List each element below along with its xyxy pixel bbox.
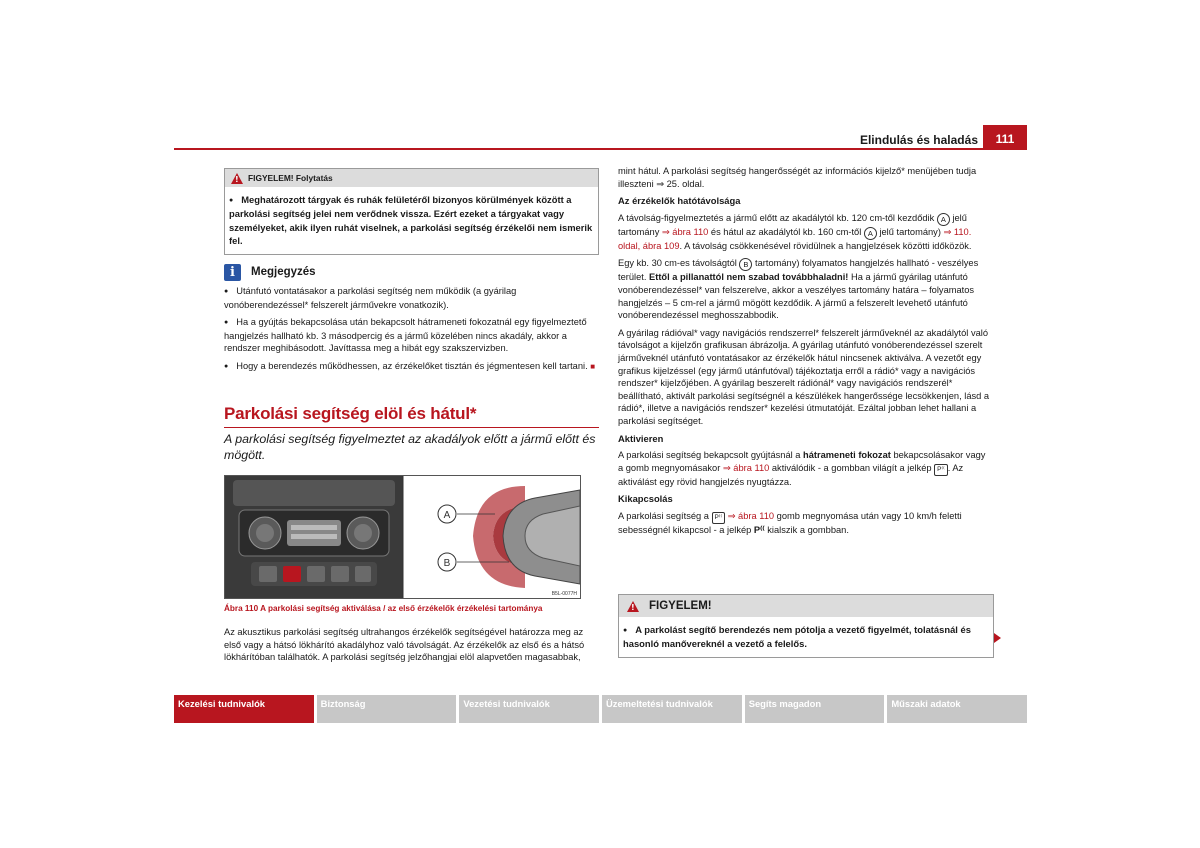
activate-paragraph: A parkolási segítség bekapcsolt gyújtásnál a hátrameneti fokozat bekapcsolásakor vagy a gomb megnyomásakor ⇒ ábra 110 aktiválódik - a gombban világít a jelkép P⁽⁽ . Az aktiválást egy rövid hangjelzés nyugtázza. (618, 450, 986, 487)
console-button (355, 566, 371, 582)
callout-label-b: B (443, 558, 451, 569)
warning-body (619, 617, 993, 657)
deactivate-paragraph: A parkolási segítség a P⁽⁽ ⇒ ábra 110 gomb megnyomása után vagy 10 km/h feletti sebességnél kikapcsol - a jelkép P⁽⁽ kialszik a gombban. (618, 510, 962, 535)
tab-biztonsag[interactable]: Biztonság (317, 695, 457, 723)
note-item: ● Hogy a berendezés működhessen, az érzékelőket tisztán és jégmentesen kell tartani. ■ (224, 360, 599, 374)
bullet-icon (229, 194, 241, 205)
warning-continued-body (225, 187, 598, 254)
figure-caption: Ábra 110 A parkolási segítség aktiválása / az első érzékelők érzékelési tartománya (224, 604, 543, 613)
range-paragraph-1: A távolság-figyelmeztetés a jármű előtt az akadálytól kb. 120 cm-től kezdődik A jelű tartomány ⇒ ábra 110 és hátul az akadálytól kb. 160 cm-től A jelű tartomány) ⇒ 110. oldal, ábra 109. A távolság csökkenésével rövidülnek a hangjelzések közötti időközök. (618, 212, 972, 251)
park-key-icon: P⁽⁽ (712, 512, 726, 524)
note-item: ● Utánfutó vontatásakor a parkolási segítség nem működik (a gyárilag vonóberendezéssel* felszerelt járművekre vonatkozik). (224, 285, 599, 311)
figure-parking-aid (224, 475, 581, 599)
range-paragraph-2: Egy kb. 30 cm-es távolságtól B tartomány) folyamatos hangjelzés hallható - veszélyes terület. Ettől a pillanattól nem szabad továbbhaladni! Ha a jármű gyárilag utánfutó vonóberendezéssel* van felszerelve, akkor a veszélyes tartomány határa – folyamatos hangjelzés – 5 cm-rel a jármű mögött kezdődik. A jármű a felszerelt levehető utánfutó vonóberendezéssel meghosszabbodik. (618, 258, 979, 321)
display-line (291, 525, 337, 530)
console-button (331, 566, 349, 582)
section-subtitle: A parkolási segítség figyelmeztet az akadályok előtt a jármű előtt és mögött. (224, 432, 596, 462)
range-heading: Az érzékelők hatótávolsága (618, 195, 741, 207)
left-dial-center (256, 524, 274, 542)
circle-a-icon: A (864, 227, 877, 240)
end-square-icon: ■ (590, 361, 596, 371)
chapter-title: Elindulás és haladás (859, 133, 978, 147)
warning-continued-box (224, 168, 599, 255)
tab-kezelesi-tudnivalok[interactable]: Kezelési tudnivalók (174, 695, 314, 723)
figure-link[interactable]: ⇒ ábra 110 (727, 510, 775, 521)
console-top-vent (233, 480, 395, 506)
page-number: 111 (983, 125, 1027, 149)
console-button (259, 566, 277, 582)
tab-muszaki-adatok[interactable]: Műszaki adatok (887, 695, 1027, 723)
callout-label-a: A (443, 510, 451, 521)
range-paragraph-3: A gyárilag rádióval* vagy navigációs rendszerrel* felszerelt járműveknél az akadálytól való távolságot a kijelzőn grafikusan ábrázolja. A gyárilag utánfutó vonóberendezéssel szerelt járműveknél utánfutó vontatásakor az érzékelők hátul nincsenek aktiválva. A vezetőt egy grafikus kijelzéssel (egy jármű utánfutóval) tájékoztatja erről a rádió* vagy a navigációs rendszer* kijelzőjében. A gyárilag beszerelt rádiónál* vagy navigációs rendszerél* beállítható, aktivált parkolási segítségnél a készülékek hangerőssége lecsökkenjen, lásd a rádió*, illetve a navigációs rendszer* kezelési útmutatóját. Ezáltal jobban lehet hallani a parkolási segítséget. (618, 327, 990, 426)
footer-nav (174, 695, 1027, 723)
warning-text: A parkolást segítő berendezés nem pótolja a vezető figyelmét, tolatásnál és hasonló manővereknél a vezető a felelős. (623, 624, 971, 650)
intro-paragraph: mint hátul. A parkolási segítség hangerősségét az információs kijelző* menüjében tudja illeszteni ⇒ 25. oldal. (618, 166, 977, 189)
park-symbol-icon: P⁽⁽ (753, 524, 765, 535)
warning-title: FIGYELEM! (649, 600, 712, 612)
climate-display (287, 520, 341, 546)
warning-continued-text: Meghatározott tárgyak és ruhák felületéről bizonyos körülmények között a parkolási segítség jelei nem verődnek vissza. Ezért ezeket a tárgyakat vagy személyeket, akik ilyen ruhát viselnek, a parkolási segítség érzékelői nem ismerik fel. (229, 194, 593, 247)
warning-header (619, 595, 993, 617)
tab-segits-magadon[interactable]: Segíts magadon (745, 695, 885, 723)
deactivate-heading: Kikapcsolás (618, 493, 673, 505)
park-key-icon: P⁽⁽ (934, 464, 948, 476)
right-column (618, 165, 992, 541)
right-dial-center (354, 524, 372, 542)
figure-link[interactable]: ⇒ ábra 110 (661, 226, 709, 237)
header-rule (174, 148, 1027, 150)
console-button (307, 566, 325, 582)
info-icon: i (224, 264, 241, 281)
figure-code: B5L-0077H (551, 591, 577, 597)
page-link[interactable]: ⇒ 110. oldal, ábra 109 (618, 226, 972, 251)
note-title: Megjegyzés (251, 266, 316, 279)
tab-vezetesi-tudnivalok[interactable]: Vezetési tudnivalók (459, 695, 599, 723)
left-body-text: Az akusztikus parkolási segítség ultrahangos érzékelők segítségével határozza meg az első vagy a hátsó lökhárító akadályhoz való távolságát. Az érzékelők az első és a hátsó lökhárítóban találhatók. A parkolási segítség jelzőhangjai elöl alapvetően magasabbak, (224, 627, 585, 663)
section-title: Parkolási segítség elöl és hátul* (224, 404, 599, 428)
warning-continued-header (225, 169, 598, 187)
bullet-icon (623, 624, 635, 635)
continue-arrow-icon (994, 633, 1001, 643)
activate-heading: Aktivieren (618, 432, 664, 444)
park-assist-button (283, 566, 301, 582)
figure-link[interactable]: ⇒ ábra 110 (722, 462, 770, 473)
circle-b-icon: B (739, 258, 752, 271)
warning-continued-title: FIGYELEM! Folytatás (248, 173, 333, 183)
tab-uzemeltetesi-tudnivalok[interactable]: Üzemeltetési tudnivalók (602, 695, 742, 723)
display-line (291, 534, 337, 539)
warning-triangle-icon (627, 601, 639, 612)
warning-triangle-icon (231, 173, 243, 184)
figure-illustration (225, 476, 580, 598)
note-block (224, 264, 599, 379)
note-item: ● Ha a gyújtás bekapcsolása után bekapcsolt hátrameneti fokozatnál egy figyelmeztető hangjelzés hallható kb. 3 másodpercig és a jármű közelében nincs akadály, akkor a rendszer meghibásodott. Javíttassa meg a hibát egy szakszervizben. (224, 316, 599, 355)
circle-a-icon: A (937, 213, 950, 226)
warning-box (618, 594, 994, 658)
